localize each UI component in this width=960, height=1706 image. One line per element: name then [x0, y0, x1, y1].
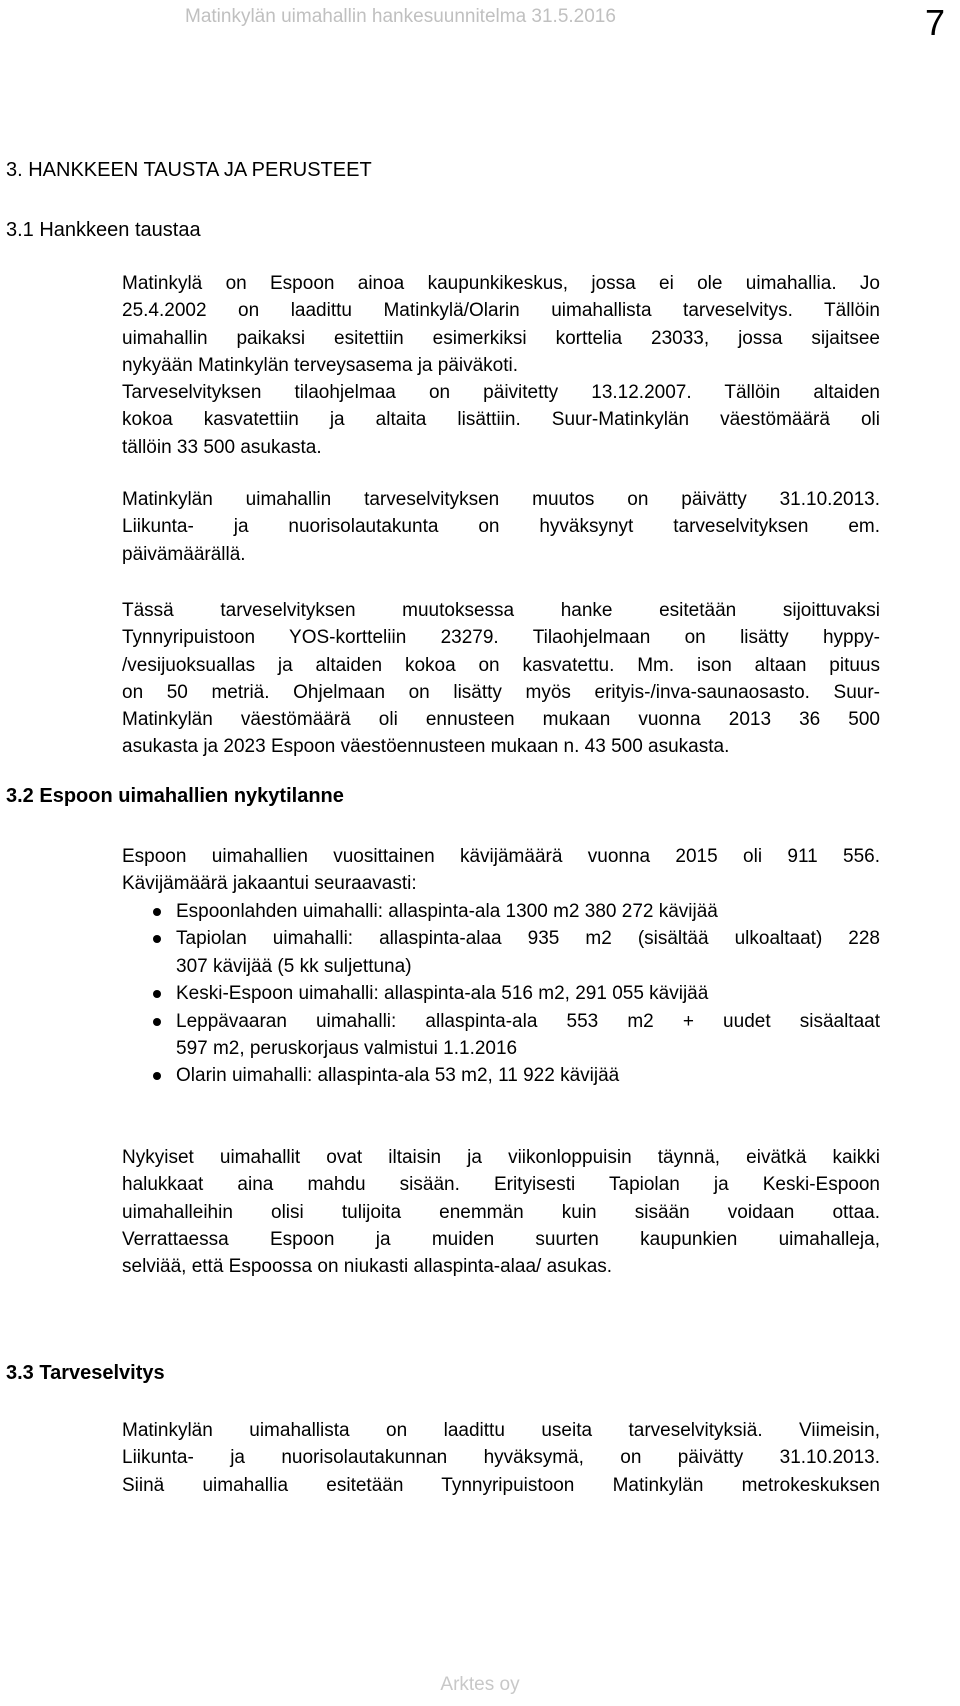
section-heading-3-3: 3.3 Tarveselvitys: [6, 1362, 165, 1384]
section-heading-3: 3. HANKKEEN TAUSTA JA PERUSTEET: [6, 159, 372, 181]
list-item: Keski-Espoon uimahalli: allaspinta-ala 516 m2, 291 055 kävijää: [150, 980, 880, 1007]
list-item: Espoonlahden uimahalli: allaspinta-ala 1300 m2 380 272 kävijää: [150, 898, 880, 925]
paragraph-current-situation: Nykyiset uimahallit ovat iltaisin ja viikonloppuisin täynnä, eivätkä kaikki halukkaat aina mahdu sisään. Erityisesti Tapiolan ja Keski-Espoon uimahalleihin olisi tulijoita enemmän kuin sisään voidaan ottaa. Verrattaessa Espoon ja muiden suurten kaupunkien uimahalleja, selviää, että Espoossa on niukasti allaspinta-alaa/ asukas.: [122, 1147, 880, 1278]
document-title: Matinkylän uimahallin hankesuunnitelma 31.5.2016: [185, 6, 616, 27]
list-item: Leppävaaran uimahalli: allaspinta-ala 553 m2 + uudet sisäaltaat 597 m2, peruskorjaus valmistui 1.1.2016: [150, 1008, 880, 1063]
swimming-hall-list: [150, 898, 880, 1090]
paragraph-change-details: Tässä tarveselvityksen muutoksessa hanke esitetään sijoittuvaksi Tynnyripuistoon YOS-kortteliin 23279. Tilaohjelmaan on lisätty hyppy- /vesijuoksuallas ja altaiden kokoa on kasvatettu. Mm. ison altaan pituus on 50 metriä. Ohjelmaan on lisätty myös erityis-/inva-saunaosasto. Suur- Matinkylän väestömäärä oli ennusteen mukaan vuonna 2013 36 500 asukasta ja 2023 Espoon väestöennusteen mukaan n. 43 500 asukasta.: [122, 600, 880, 758]
page-header: [185, 2, 945, 42]
paragraph-update-2013: Matinkylän uimahallin tarveselvityksen muutos on päivätty 31.10.2013. Liikunta- ja nuorisolautakunta on hyväksynyt tarveselvityksen em. päivämäärällä.: [122, 489, 880, 565]
paragraph-background: Matinkylä on Espoon ainoa kaupunkikeskus, jossa ei ole uimahallia. Jo 25.4.2002 on laadittu Matinkylä/Olarin uimahallista tarveselvitys. Tällöin uimahallin paikaksi esitettiin esimerkiksi korttelia 23033, jossa sijaitsee nykyään Matinkylän terveysasema ja päiväkoti.: [122, 273, 880, 376]
page-number: 7: [924, 2, 945, 43]
section-heading-3-2: 3.2 Espoon uimahallien nykytilanne: [6, 785, 344, 807]
section-heading-3-1: 3.1 Hankkeen taustaa: [6, 219, 201, 241]
page-footer: Arktes oy: [440, 1674, 520, 1695]
paragraph-visitor-intro: Espoon uimahallien vuosittainen kävijämäärä vuonna 2015 oli 911 556. Kävijämäärä jakaantui seuraavasti:: [122, 846, 880, 895]
list-item: Tapiolan uimahalli: allaspinta-alaa 935 m2 (sisältää ulkoaltaat) 228 307 kävijää (5 kk suljettuna): [150, 925, 880, 980]
paragraph-needs-assessment: Matinkylän uimahallista on laadittu useita tarveselvityksiä. Viimeisin, Liikunta- ja nuorisolautakunnan hyväksymä, on päivätty 31.10.2013. Siinä uimahallia esitetään Tynnyripuistoon Matinkylän metrokeskuksen: [122, 1420, 880, 1496]
list-item: Olarin uimahalli: allaspinta-ala 53 m2, 11 922 kävijää: [150, 1062, 880, 1089]
paragraph-update-2007: Tarveselvityksen tilaohjelmaa on päivitetty 13.12.2007. Tällöin altaiden kokoa kasvatettiin ja altaita lisättiin. Suur-Matinkylän väestömäärä oli tällöin 33 500 asukasta.: [122, 382, 880, 458]
